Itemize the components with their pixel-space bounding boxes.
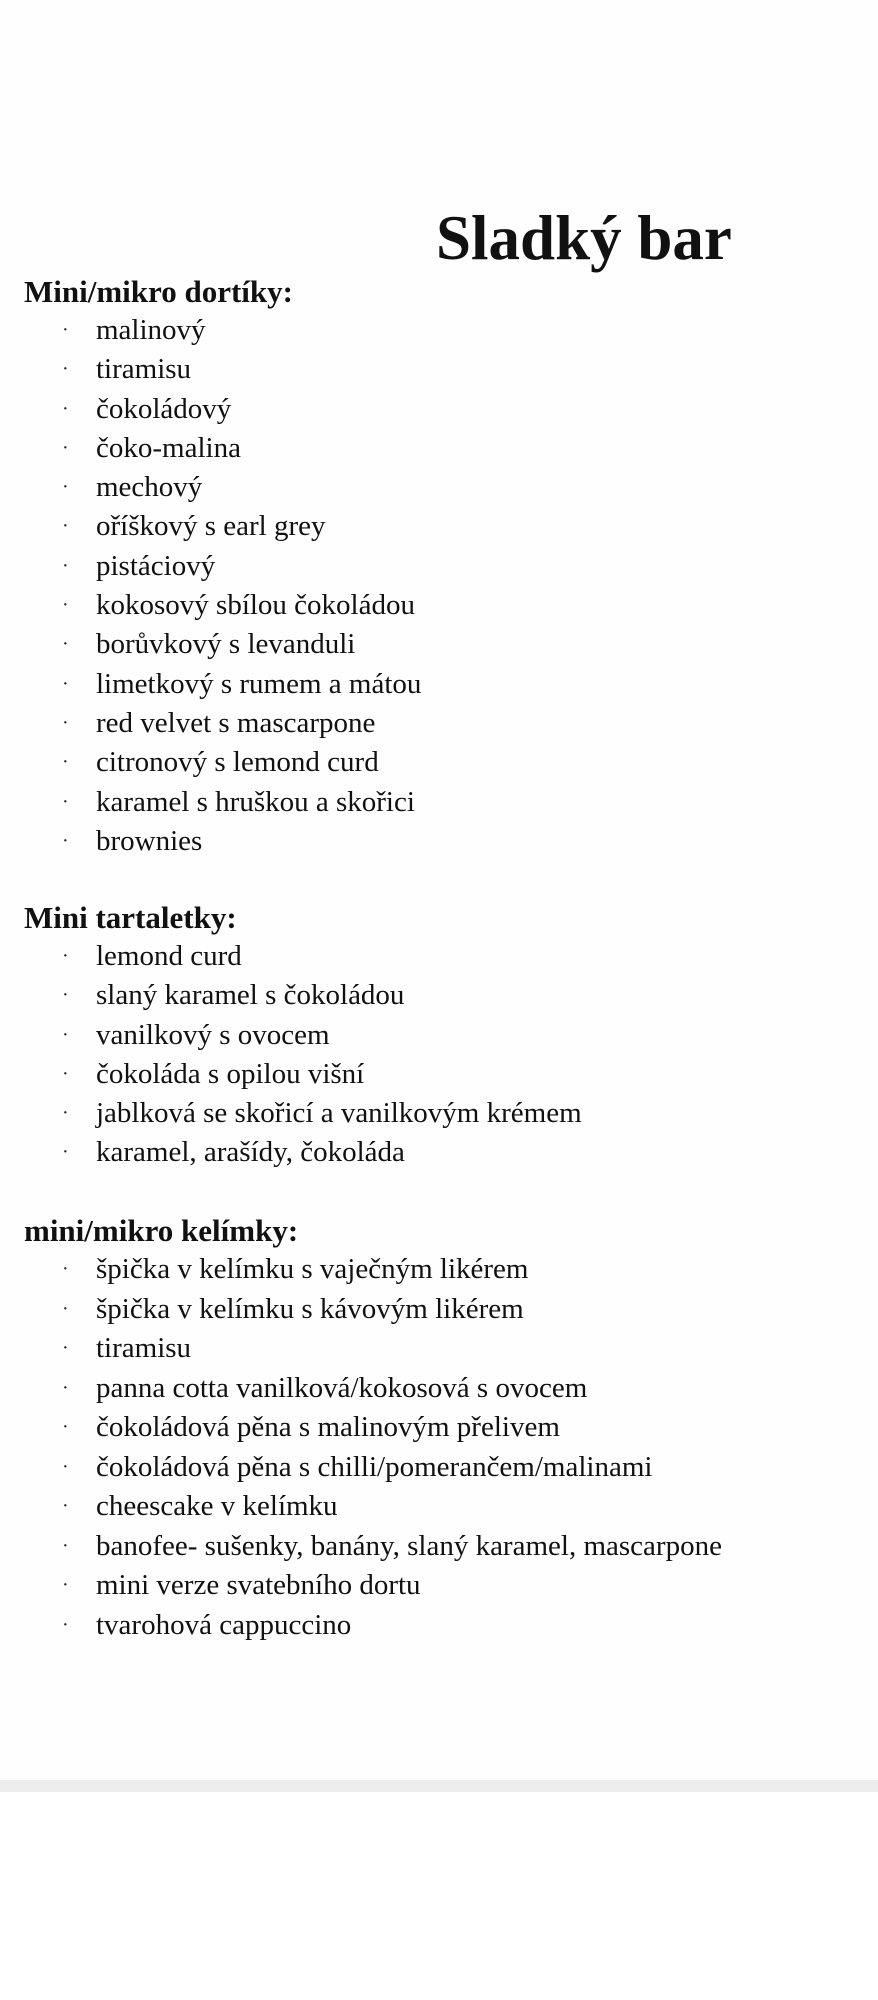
bullet-icon: · <box>62 1534 69 1557</box>
item-list <box>24 1250 864 1645</box>
bullet-icon: · <box>62 319 69 341</box>
bullet-icon: · <box>62 358 69 381</box>
list-item <box>24 1016 864 1055</box>
bullet-icon: · <box>62 594 69 617</box>
bullet-icon: · <box>62 1613 69 1636</box>
bullet-icon: · <box>62 476 69 499</box>
item-label: tvarohová cappuccino <box>96 1608 352 1641</box>
list-item <box>24 665 864 704</box>
bullet-icon: · <box>62 711 69 734</box>
bullet-icon: · <box>62 790 69 813</box>
item-label: lemond curd <box>96 940 242 972</box>
list-item <box>24 1606 864 1646</box>
bullet-icon: · <box>62 1416 69 1438</box>
list-item <box>24 350 864 389</box>
item-label: mechový <box>96 471 203 504</box>
list-item <box>24 507 864 546</box>
list-item <box>24 1250 864 1290</box>
item-label: oříškový s earl grey <box>96 510 326 543</box>
item-list <box>24 311 864 861</box>
item-label: tiramisu <box>96 1332 192 1364</box>
list-item <box>24 586 864 625</box>
item-label: čokoládový <box>96 392 232 425</box>
section-heading: mini/mikro kelímky: <box>24 1213 299 1248</box>
list-item <box>24 429 864 468</box>
blank-area <box>0 1792 878 2000</box>
section-mini-mikro-dortiky <box>24 272 864 861</box>
bullet-icon: · <box>62 1102 69 1125</box>
list-item <box>24 704 864 743</box>
item-label: citronový s lemond curd <box>96 746 379 779</box>
bullet-icon: · <box>62 1258 69 1280</box>
item-label: karamel s hruškou a skořici <box>96 785 415 818</box>
list-item <box>24 1055 864 1094</box>
list-item <box>24 822 864 861</box>
item-label: malinový <box>96 314 206 346</box>
list-item <box>24 1487 864 1527</box>
bullet-icon: · <box>62 945 69 967</box>
page-divider <box>0 1780 878 1792</box>
bullet-icon: · <box>62 1495 69 1517</box>
bullet-icon: · <box>62 436 69 459</box>
item-label: brownies <box>96 824 203 857</box>
list-item <box>24 468 864 507</box>
list-item <box>24 1566 864 1606</box>
item-label: red velvet s mascarpone <box>96 706 376 739</box>
list-item <box>24 1527 864 1567</box>
list-item <box>24 1448 864 1488</box>
list-item <box>24 743 864 782</box>
item-label: špička v kelímku s kávovým likérem <box>96 1292 524 1325</box>
section-heading: Mini/mikro dortíky: <box>24 274 293 309</box>
bullet-icon: · <box>62 1574 69 1596</box>
list-item <box>24 1290 864 1330</box>
list-item <box>24 311 864 350</box>
item-label: banofee- sušenky, banány, slaný karamel, mascarpone <box>96 1529 722 1562</box>
section-heading: Mini tartaletky: <box>24 900 237 935</box>
document-title: Sladký bar <box>436 203 732 273</box>
bullet-icon: · <box>62 1023 69 1046</box>
bullet-icon: · <box>62 984 69 1007</box>
list-item <box>24 1408 864 1448</box>
list-item <box>24 390 864 429</box>
item-label: pistáciový <box>96 549 216 582</box>
bullet-icon: · <box>62 1376 69 1399</box>
item-label: čoko-malina <box>96 431 241 464</box>
list-item <box>24 976 864 1015</box>
item-label: limetkový s rumem a mátou <box>96 667 422 700</box>
list-item <box>24 783 864 822</box>
item-label: cheescake v kelímku <box>96 1490 338 1522</box>
item-label: kokosový sbílou čokoládou <box>96 589 415 622</box>
list-item <box>24 547 864 586</box>
item-label: mini verze svatebního dortu <box>96 1569 421 1601</box>
bullet-icon: · <box>62 554 69 577</box>
bullet-icon: · <box>62 1337 69 1359</box>
list-item <box>24 1369 864 1409</box>
item-label: jablková se skořicí a vanilkovým krémem <box>96 1097 582 1130</box>
list-item <box>24 1329 864 1369</box>
section-mini-mikro-kelimky <box>24 1211 864 1645</box>
item-label: tiramisu <box>96 353 192 386</box>
item-list <box>24 937 864 1173</box>
bullet-icon: · <box>62 633 69 656</box>
item-label: vanilkový s ovocem <box>96 1018 330 1051</box>
list-item <box>24 937 864 976</box>
section-mini-tartaletky <box>24 898 864 1173</box>
list-item <box>24 1094 864 1133</box>
bullet-icon: · <box>62 1455 69 1478</box>
item-label: karamel, arašídy, čokoláda <box>96 1136 405 1169</box>
item-label: čokoláda s opilou višní <box>96 1057 365 1090</box>
item-label: špička v kelímku s vaječným likérem <box>96 1253 529 1285</box>
bullet-icon: · <box>62 1141 69 1164</box>
item-label: panna cotta vanilková/kokosová s ovocem <box>96 1371 588 1404</box>
list-item <box>24 1133 864 1172</box>
bullet-icon: · <box>62 829 69 852</box>
bullet-icon: · <box>62 672 69 695</box>
item-label: čokoládová pěna s chilli/pomerančem/malinami <box>96 1450 653 1483</box>
bullet-icon: · <box>62 397 69 420</box>
bullet-icon: · <box>62 515 69 538</box>
list-item <box>24 625 864 664</box>
item-label: slaný karamel s čokoládou <box>96 979 405 1012</box>
bullet-icon: · <box>62 1297 69 1320</box>
bullet-icon: · <box>62 1062 69 1085</box>
item-label: čokoládová pěna s malinovým přelivem <box>96 1411 560 1443</box>
item-label: borůvkový s levanduli <box>96 628 356 661</box>
bullet-icon: · <box>62 751 69 774</box>
